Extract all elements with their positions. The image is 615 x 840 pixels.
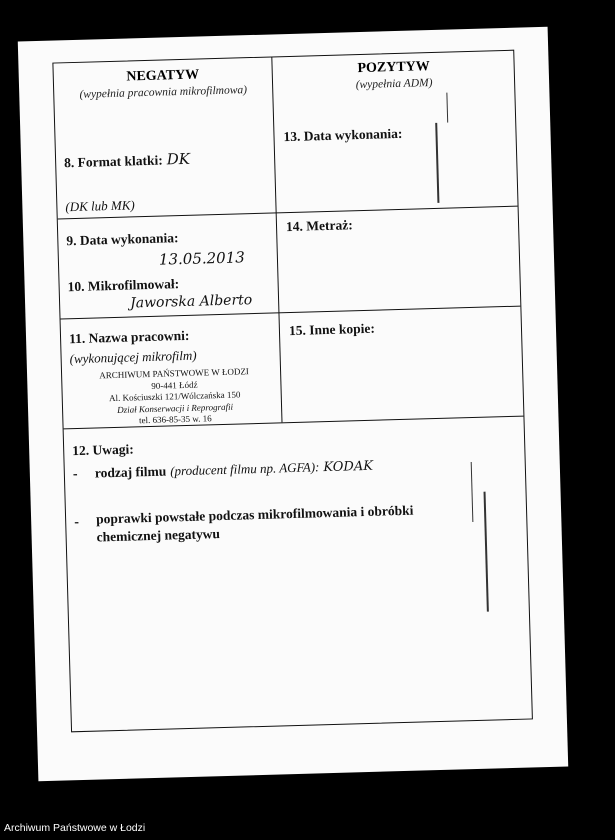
bullet: - [74, 515, 80, 531]
field-15-label: 15. Inne kopie: [288, 320, 376, 339]
field-12-label: 12. Uwagi: [72, 441, 134, 459]
field-11-note: (wykonującej mikrofilm) [69, 347, 197, 367]
uwagi-item-2: poprawki powstałe podczas mikrofilmowania i obróbki chemicznej negatywu [95, 502, 414, 545]
institution-stamp [74, 366, 276, 429]
form-grid [52, 50, 533, 733]
pozytyw-subtitle: (wypełnia ADM) [355, 76, 433, 92]
stamp-line: ARCHIWUM PAŃSTWOWE W ŁODZI [99, 366, 249, 381]
stamp-line: Al. Kościuszki 121/Wólczańska 150 [108, 389, 241, 404]
field-8-note: (DK lub MK) [65, 197, 135, 215]
scan-speck [446, 93, 448, 123]
field-13-label: 13. Data wykonania: [283, 125, 403, 145]
field-8 [64, 150, 190, 173]
field-8-label: 8. Format klatki: [63, 152, 163, 171]
stamp-line: 90-441 Łódź [151, 379, 198, 391]
uwagi-item-1-value: KODAK [323, 458, 374, 476]
field-10-value: Jaworska Alberto [129, 292, 253, 312]
stamp-line: tel. 636-85-35 w. 16 [138, 413, 212, 426]
field-14-label: 14. Metraż: [285, 217, 353, 235]
scan-speck [484, 492, 489, 612]
negatyw-title: NEGATYW [126, 67, 200, 85]
field-9-value: 13.05.2013 [158, 248, 246, 269]
footer-watermark: Archiwum Państwowe w Łodzi [4, 822, 146, 834]
field-10-label: 10. Mikrofilmował: [67, 276, 180, 295]
pozytyw-title: POZYTYW [357, 59, 431, 77]
field-11-label: 11. Nazwa pracowni: [68, 327, 190, 347]
negatyw-subtitle: (wypełnia pracownia mikrofilmowa) [79, 84, 248, 101]
document-page [18, 27, 568, 782]
field-8-value: DK [166, 149, 191, 169]
stamp-line: Dział Konserwacji i Reprografii [116, 401, 234, 415]
uwagi-item-1 [95, 453, 515, 483]
field-9-label: 9. Data wykonania: [66, 230, 179, 249]
uwagi-item-1-note: (producent filmu np. AGFA): [169, 459, 320, 479]
bullet: - [72, 467, 78, 483]
scan-speck [435, 123, 439, 203]
uwagi-item-1-label: rodzaj filmu [94, 463, 167, 481]
